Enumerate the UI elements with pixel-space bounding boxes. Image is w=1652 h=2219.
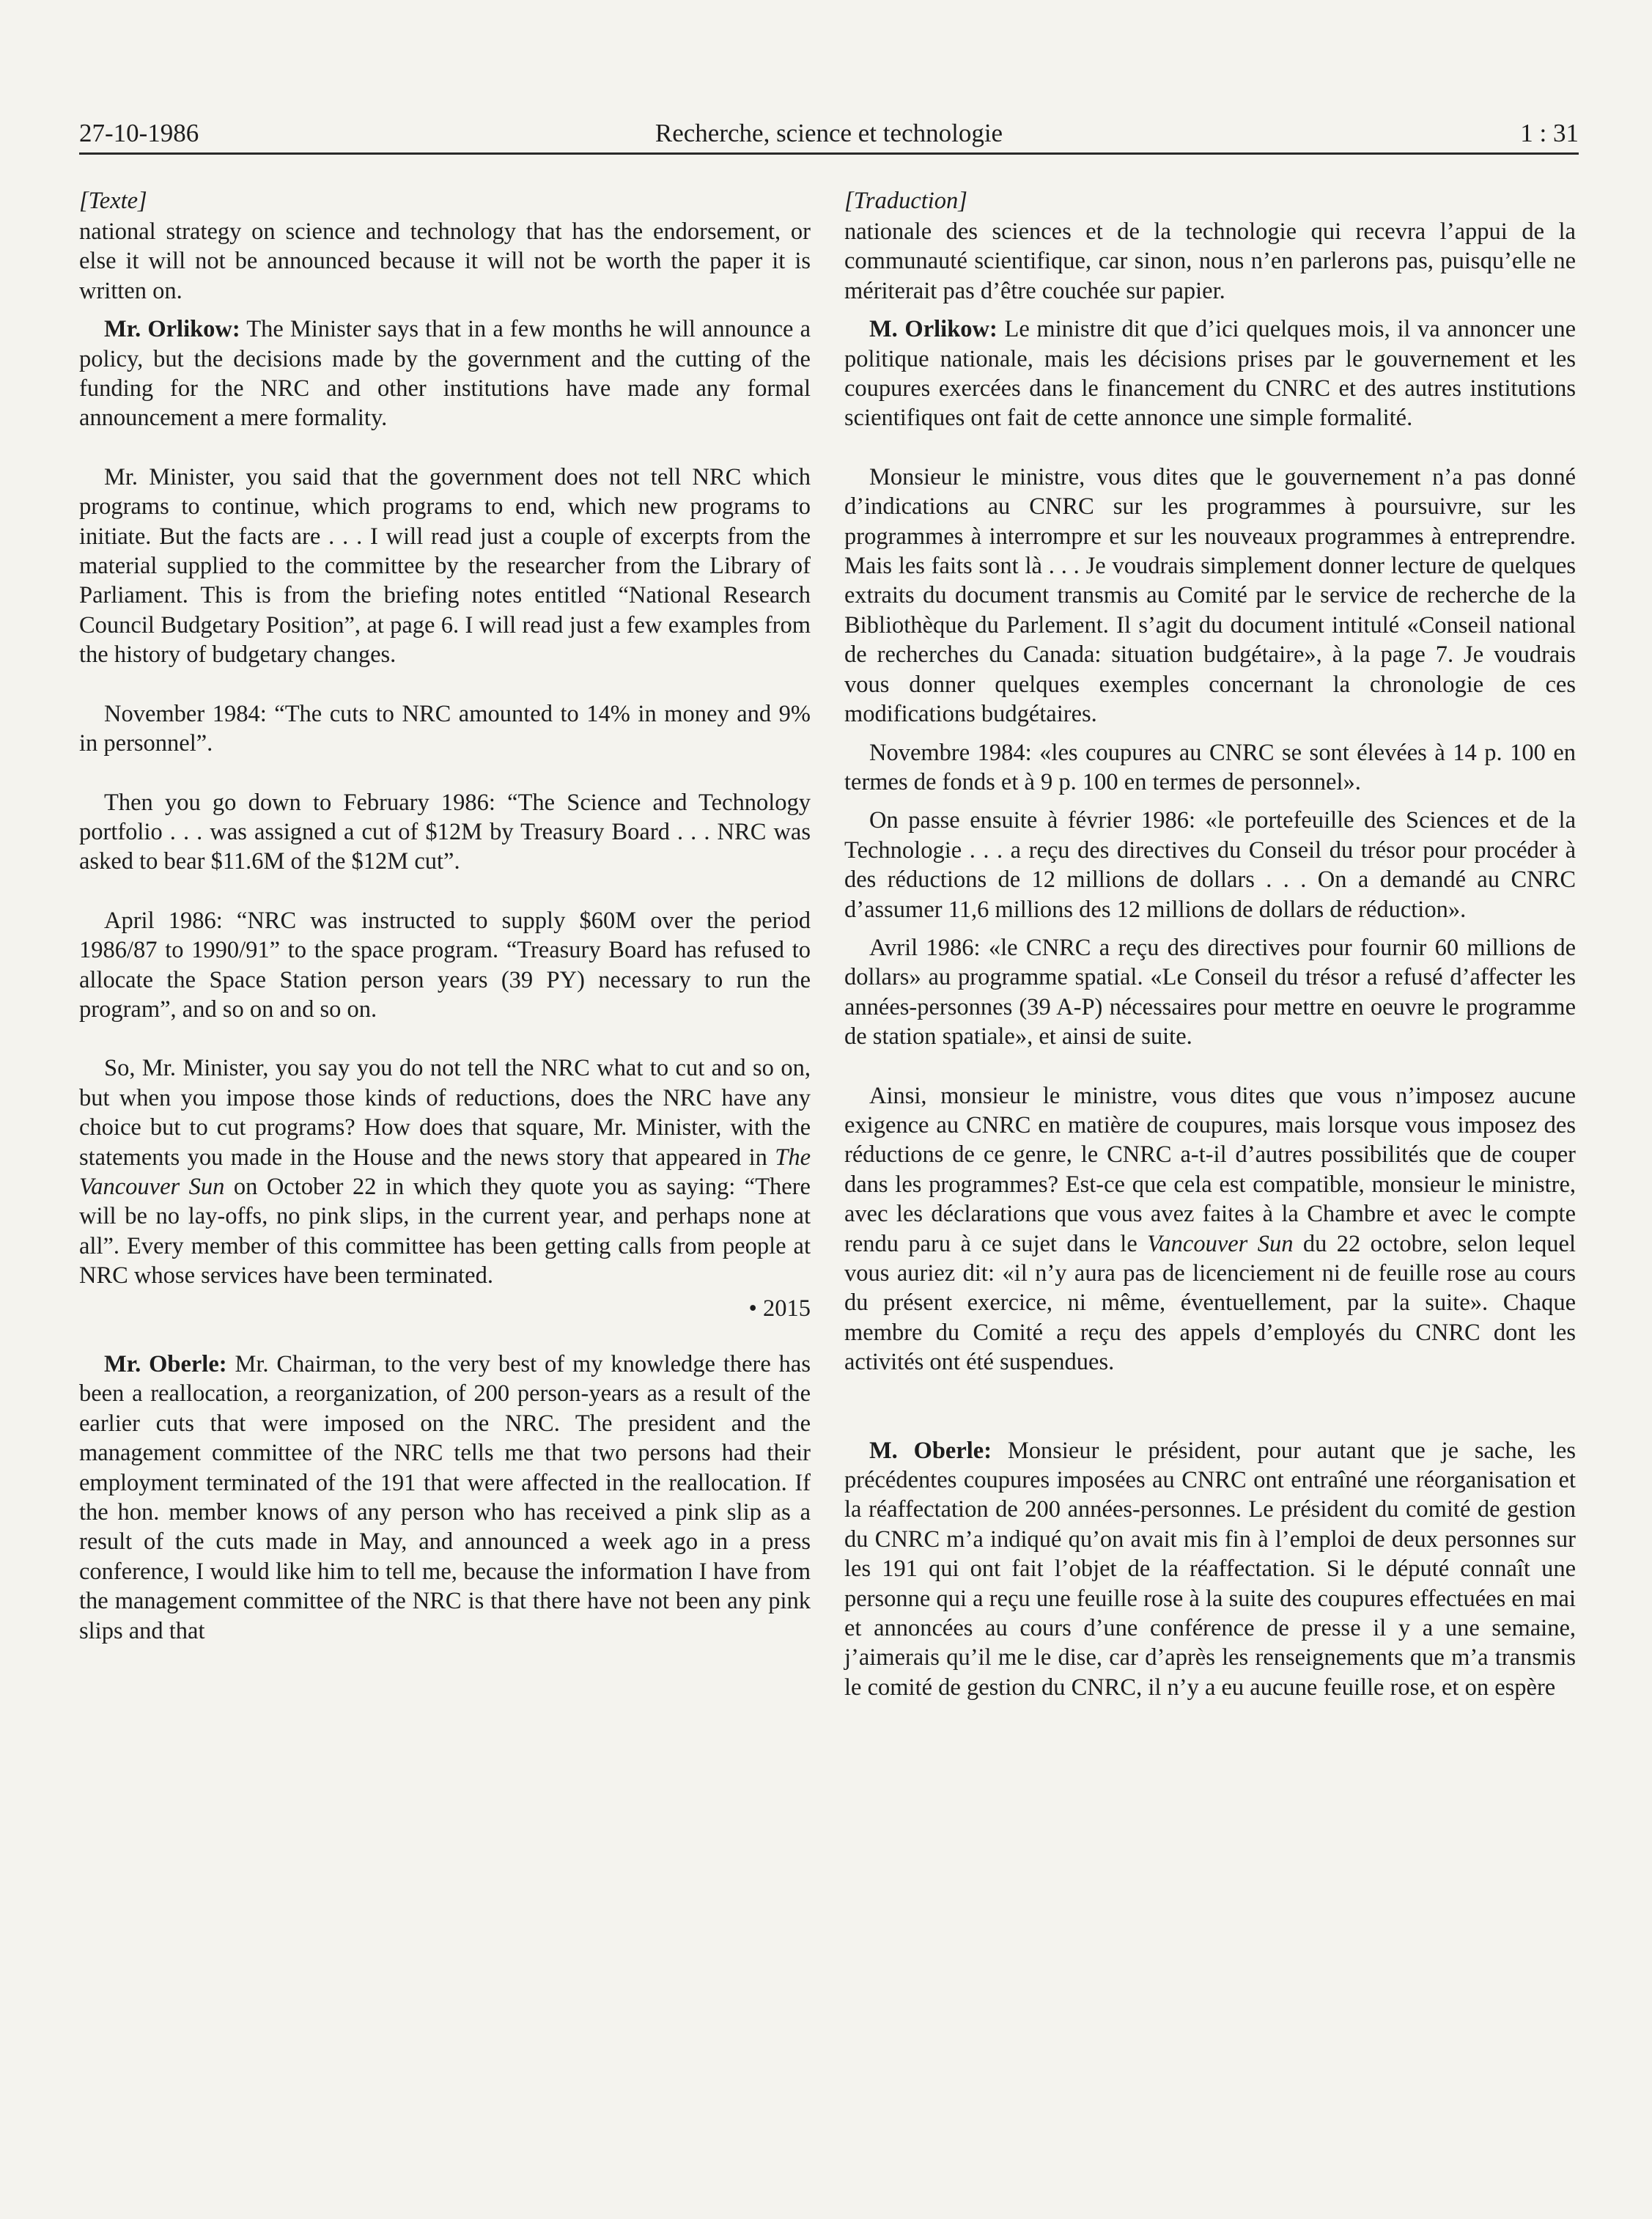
paragraph: November 1984: “The cuts to NRC amounted to 14% in money and 9% in personnel”.: [79, 700, 811, 757]
publication-name: Vancouver Sun: [1147, 1230, 1294, 1257]
paragraph: Avril 1986: «le CNRC a reçu des directives pour fournir 60 millions de dollars» au programme spatial. «Le Conseil du trésor a refusé d’affecter les années-personnes (39 A-P) nécessaires pour mettre en oeuvre le programme de station spatiale», et ainsi de suite.: [844, 934, 1576, 1050]
speaker-name: M. Oberle:: [869, 1437, 992, 1464]
paragraph-text: Ainsi, monsieur le ministre, vous dites que vous n’imposez aucune exigence au CNRC en matière de coupures, mais lorsque vous imposez des réductions de ce genre, le CNRC a-t-il d’autres possibilités que de couper dans les programmes? Est-ce que cela est compatible, monsieur le ministre, avec les déclarations que vous avez faites à la Chambre et avec le compte rendu paru à ce sujet dans le: [844, 1082, 1576, 1257]
language-label: [Texte]: [79, 188, 147, 214]
speaker-name: M. Orlikow:: [869, 316, 998, 343]
paragraph: April 1986: “NRC was instructed to supply $60M over the period 1986/87 to 1990/91” to the space program. “Treasury Board has refused to allocate the Space Station person years (39 PY) necessary to run the program”, and so on and so on.: [79, 907, 811, 1023]
paragraph-text: So, Mr. Minister, you say you do not tell the NRC what to cut and so on, but when you impose those kinds of reductions, does the NRC have any choice but to cut programs? How does that square, Mr. Minister, with the statements you made in the House and the news story that appeared in: [79, 1055, 811, 1171]
paragraph: nationale des sciences et de la technologie qui recevra l’appui de la communauté scientifique, car sinon, nous n’en parlerons pas, puisqu’elle ne mériterait pas d’être couchée sur papier.: [844, 218, 1576, 304]
paragraph: Mr. Minister, you said that the government does not tell NRC which programs to continue, which programs to end, which new programs to initiate. But the facts are . . . I will read just a couple of excerpts from the material supplied to the committee by the researcher from the Library of Parliament. This is from the briefing notes entitled “National Research Council Budgetary Position”, at page 6. I will read just a few examples from the history of budgetary changes.: [79, 463, 811, 669]
french-column: [844, 186, 1576, 1702]
paragraph-text: on October 22 in which they quote you as saying: “There will be no lay-offs, no pink slips, in the current year, and perhaps none at all”. Every member of this committee has been getting calls from people at NRC whose services have been terminated.: [79, 1173, 811, 1289]
speaker-paragraph: [844, 314, 1576, 433]
header-rule: [79, 152, 1579, 155]
speaker-name: Mr. Oberle:: [104, 1351, 227, 1377]
speaker-paragraph: [844, 1436, 1576, 1703]
paragraph: Then you go down to February 1986: “The Science and Technology portfolio . . . was assigned a cut of $12M by Treasury Board . . . NRC was asked to bear $11.6M of the $12M cut”.: [79, 789, 811, 875]
paragraph: [79, 1053, 811, 1290]
paragraph: Monsieur le ministre, vous dites que le gouvernement n’a pas donné d’indications au CNRC sur les programmes à poursuivre, sur les programmes à interrompre et sur les nouveaux programmes à entreprendre. Mais les faits sont là . . . Je voudrais simplement donner lecture de quelques extraits du document transmis au Comité par le service de recherche de la Bibliothèque du Parlement. Il s’agit du document intitulé «Conseil national de recherches du Canada: situation budgétaire», à la page 7. Je voudrais vous donner quelques exemples concernant la chronologie de ces modifications budgétaires.: [844, 463, 1576, 728]
header-date: 27-10-1986: [79, 119, 199, 147]
paragraph-text: Le ministre dit que d’ici quelques mois, il va annoncer une politique nationale, mais les décisions prises par le gouvernement et les coupures exercées dans le financement du CNRC et des autres institutions scientifiques ont fait de cette annonce une simple formalité.: [844, 316, 1577, 432]
speaker-paragraph: [79, 1350, 811, 1646]
paragraph: Novembre 1984: «les coupures au CNRC se sont élevées à 14 p. 100 en termes de fonds et à 9 p. 100 en termes de personnel».: [844, 739, 1576, 795]
speaker-paragraph: [79, 314, 811, 433]
paragraph-text: The Minister says that in a few months he will announce a policy, but the decisions made by the government and the cutting of the funding for the NRC and other institutions have made any formal announcement a mere formality.: [79, 316, 811, 432]
publication-name: The Vancouver Sun: [79, 1144, 811, 1200]
paragraph-text: du 22 octobre, selon lequel vous auriez dit: «il n’y aura pas de licenciement ni de feuille rose au cours du présent exercice, ni même, éventuellement, par la suite». Chaque membre du Comité a reçu des appels d’employés du CNRC dont les activités ont été suspendues.: [844, 1230, 1576, 1376]
paragraph: [844, 1081, 1576, 1377]
language-label: [Traduction]: [844, 188, 967, 214]
english-column: [79, 186, 811, 1646]
running-header: [79, 116, 1579, 154]
paragraph-text: Mr. Chairman, to the very best of my knowledge there has been a reallocation, a reorganization, of 200 person-years as a result of the earlier cuts that were imposed on the NRC. The president and the management committee of the NRC tells me that two persons had their employment terminated of the 191 that were affected in the reallocation. If the hon. member knows of any person who has received a pink slip as a result of the cuts made in May, and announced a week ago in a press conference, I would like him to tell me, because the information I have from the management committee of the NRC is that there have not been any pink slips and that: [79, 1351, 811, 1644]
header-title: Recherche, science et technologie: [654, 119, 1003, 147]
time-marker: • 2015: [748, 1295, 811, 1322]
header-page-number: 1 : 31: [1520, 119, 1579, 147]
paragraph: national strategy on science and technology that has the endorsement, or else it will not be announced because it will not be worth the paper it is written on.: [79, 218, 811, 304]
speaker-name: Mr. Orlikow:: [104, 316, 240, 343]
paragraph: On passe ensuite à février 1986: «le portefeuille des Sciences et de la Technologie . . . a reçu des directives du Conseil du trésor pour procéder à des réductions de 12 millions de dollars . . . On a demandé au CNRC d’assumer 11,6 millions des 12 millions de dollars de réduction».: [844, 807, 1576, 923]
paragraph-text: Monsieur le président, pour autant que je sache, les précédentes coupures imposées au CNRC ont entraîné une réorganisation et la réaffectation de 200 années-personnes. Le président du comité de gestion du CNRC m’a indiqué qu’on avait mis fin à l’emploi de deux personnes sur les 191 qui ont fait l’objet de la réaffectation. Si le député connaît une personne qui a reçu une feuille rose à la suite des coupures effectuées en mai et annoncées au cours d’une conférence de presse il y a une semaine, j’aimerais qu’il me le dise, car d’après les renseignements que m’a transmis le comité de gestion du CNRC, il n’y a eu aucune feuille rose, et on espère: [844, 1437, 1576, 1701]
